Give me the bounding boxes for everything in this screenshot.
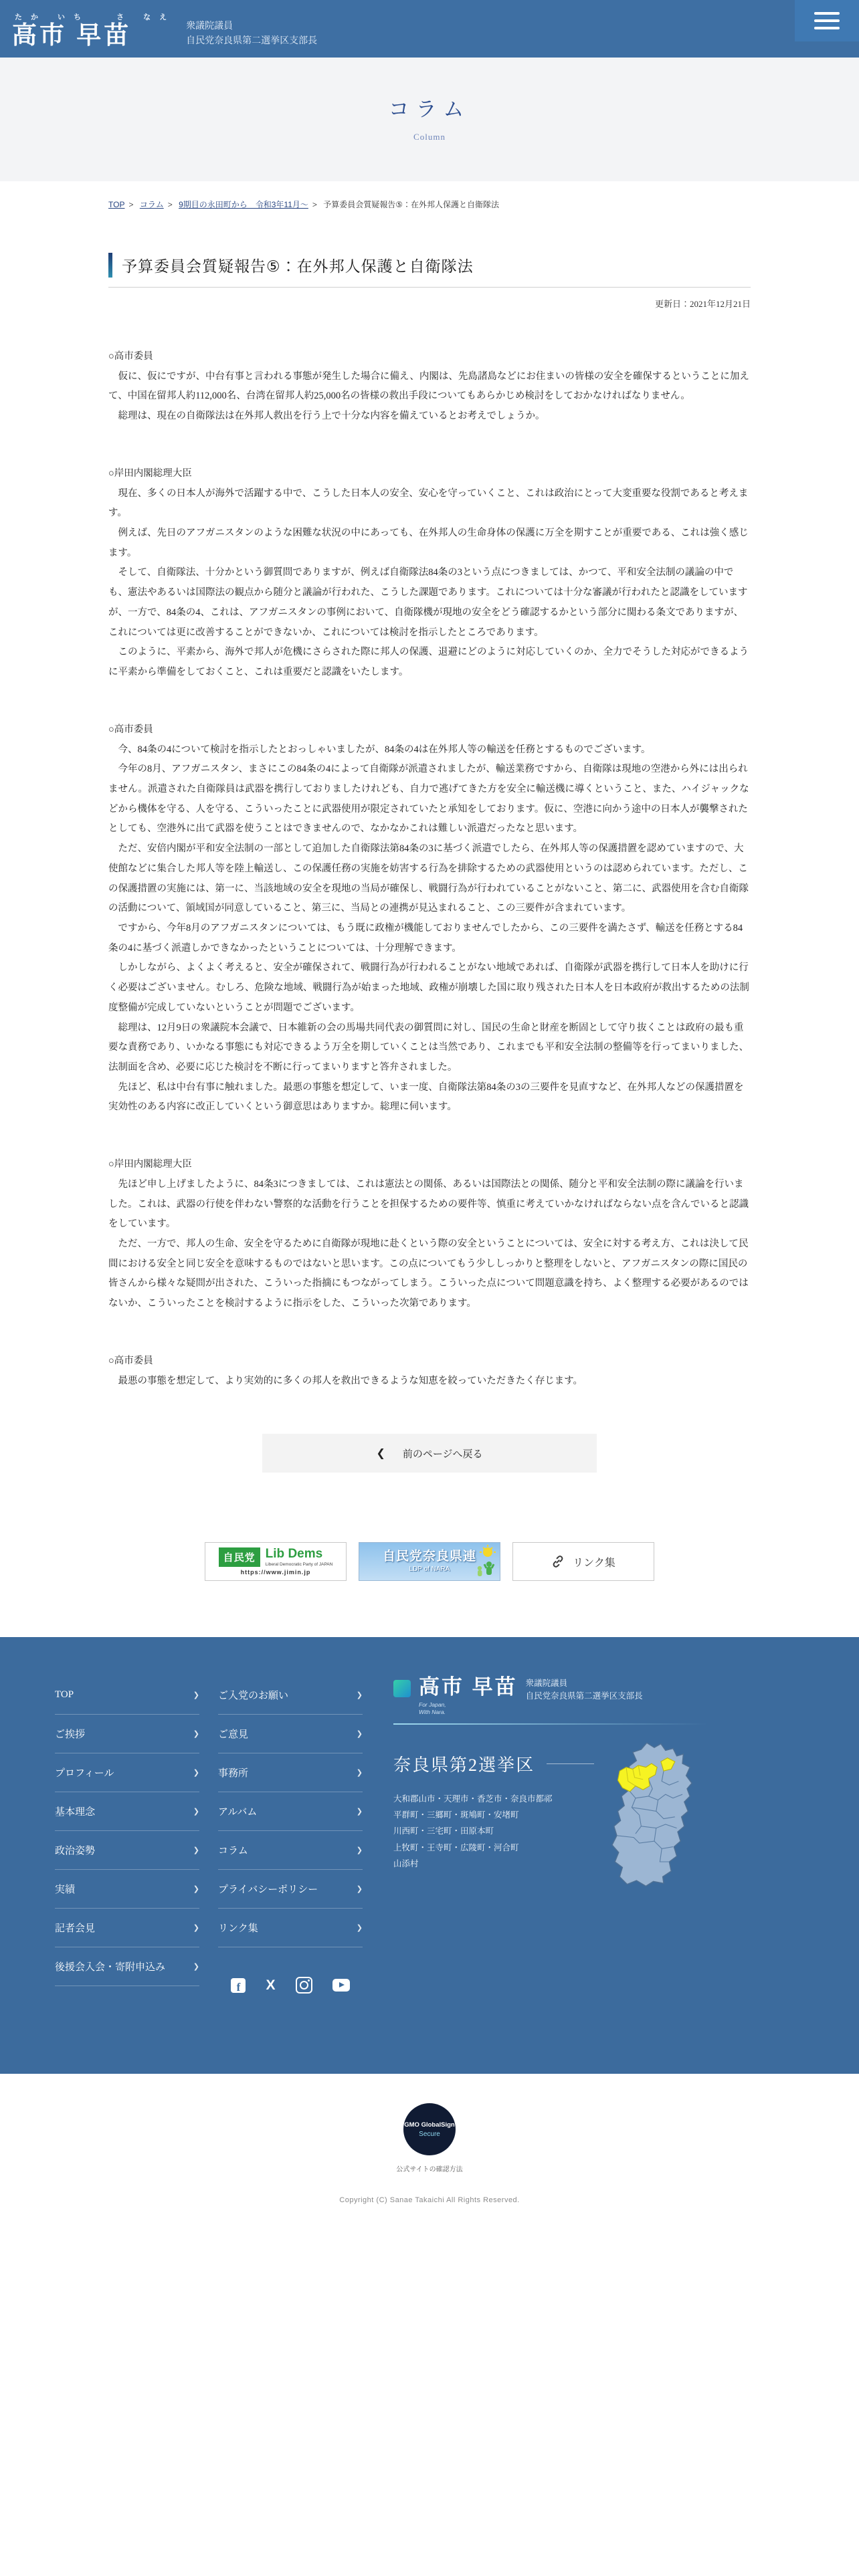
footer-nav-item[interactable]: 基本理念 ❯ [55, 1792, 199, 1831]
speech-paragraphs [108, 1175, 751, 1314]
footer-nav-item[interactable]: コラム ❯ [218, 1831, 363, 1870]
paragraph: 今、84条の4について検討を指示したとおっしゃいましたが、84条の4は在外邦人等の輸送を任務とするものでございます。 [118, 744, 651, 755]
footer-nav-item[interactable]: TOP ❯ [55, 1676, 199, 1715]
district-divider [547, 1763, 594, 1764]
breadcrumb-separator: > [128, 200, 134, 209]
paragraph: 先ほど、私は中台有事に触れました。最悪の事態を想定して、いま一度、自衛隊法第84条の3の三要件を見直すなど、在外邦人などの保護措置を実効性のある内容に改正していくという御意思はありますか。総理に伺います。 [108, 1081, 744, 1113]
footer-nav [55, 1676, 363, 1994]
header-role-1: 衆議院議員 [186, 20, 233, 31]
speech-section [108, 1352, 751, 1391]
breadcrumb-item [179, 200, 321, 209]
footer-nav-item[interactable]: リンク集 ❯ [218, 1909, 363, 1947]
breadcrumb-separator: > [167, 200, 173, 209]
youtube-icon[interactable] [332, 1979, 350, 1992]
footer-nav-column-1 [55, 1676, 199, 1994]
paragraph: 最悪の事態を想定して、より実効的に多くの邦人を救出できるような知恵を絞っていただきたく存じます。 [118, 1375, 583, 1386]
header-role-2: 自民党奈良県第二選挙区支部長 [186, 35, 318, 45]
article-title: 予算委員会質疑報告⑤：在外邦人保護と自衛隊法 [122, 257, 474, 275]
speaker-label: ○高市委員 [108, 724, 153, 735]
paragraph: ただ、一方で、邦人の生命、安全を守るために自衛隊が現地に赴くという際の安全ということについては、安全に対する考え方、これは決して民間における安全と同じ安全を意味するものではないと思います。この点についてもう少ししっかりと整理をしないと、アフガニスタンの際に国民の皆さんから様々な疑問が出された、こういった指摘にもつながってしまう。こういった点について問題意識を持ち、よく整理する必要があるのではないか、こういったことを検討するように指示をした、こういった次第であります。 [108, 1239, 749, 1309]
site-header [0, 0, 859, 58]
speech-section [108, 1155, 751, 1314]
facebook-icon[interactable]: f [231, 1978, 246, 1993]
footer-logo-name: 高市 早苗 [419, 1675, 518, 1699]
speaker-label: ○岸田内閣総理大臣 [108, 467, 192, 479]
breadcrumb-link[interactable]: コラム [139, 200, 164, 209]
article-body [108, 347, 751, 1391]
speech-paragraphs [108, 740, 751, 1118]
ldp-nara-name: 自民党奈良県連 [382, 1549, 476, 1564]
footer-logo-titles [526, 1677, 643, 1703]
footer-logo-divider [393, 1723, 708, 1725]
footer-nav-item[interactable]: ご意見 ❯ [218, 1715, 363, 1753]
footer-nav-item[interactable]: ご挨拶 ❯ [55, 1715, 199, 1753]
footer-nav-item[interactable]: 事務所 ❯ [218, 1753, 363, 1792]
ldp-nara-banner[interactable] [359, 1542, 500, 1581]
page-subtitle: Column [413, 132, 446, 142]
page-head [0, 58, 859, 181]
ldp-nara-sub: LDP of NARA [409, 1566, 450, 1574]
paragraph: 総理は、現在の自衛隊法は在外邦人救出を行う上で十分な内容を備えているとお考えでしょうか。 [118, 411, 545, 422]
paragraph: このように、平素から、海外で邦人が危機にさらされた際に邦人の保護、退避にどのように対応していくのか、全力でそうした対応ができるように平素から準備をしておくこと、これは重要だと認識をいたします。 [108, 647, 749, 678]
globalsign-secure-seal[interactable] [403, 2103, 456, 2155]
district-line-item: 上牧町・王寺町・広陵町・河合町 [393, 1842, 519, 1852]
breadcrumb-link[interactable]: 9期目の永田町から 令和3年11月～ [179, 200, 308, 209]
breadcrumb-link[interactable]: TOP [108, 200, 125, 209]
footer-role-2: 自民党奈良県第二選挙区支部長 [525, 1691, 643, 1701]
hamburger-icon [814, 12, 840, 15]
district-title: 奈良県第2選挙区 [393, 1755, 535, 1775]
breadcrumb-item [108, 200, 137, 209]
footer-nav-item[interactable]: 実績 ❯ [55, 1870, 199, 1909]
bottom-section [0, 2074, 859, 2264]
speaker-label: ○高市委員 [108, 1355, 153, 1366]
paragraph: 現在、多くの日本人が海外で活躍する中で、こうした日本人の安全、安心を守っていくこと、これは政治にとって大変重要な役割であると考えます。 [108, 488, 749, 519]
breadcrumb-item [323, 200, 499, 209]
paragraph: しかしながら、よくよく考えると、安全が確保されて、戦闘行為が行われることがない地域であれば、自衛隊が武器を携行して日本人を助けに行く必要はございません。むしろ、危険な地域、戦闘行為が始まった地域、政権が崩壊した国に取り残された日本人を日本政府が救出するための法制度整備が完成していないということが問題でございます。 [108, 962, 749, 1013]
district-line-item: 平群町・三郷町・斑鳩町・安堵町 [393, 1810, 519, 1820]
site-logo[interactable] [12, 10, 175, 47]
speech-section [108, 720, 751, 1117]
footer-nav-item[interactable]: プロフィール ❯ [55, 1753, 199, 1792]
chevron-left-icon: ❮ [376, 1448, 385, 1460]
header-titles [186, 19, 317, 47]
paragraph: 仮に、仮にですが、中台有事と言われる事態が発生した場合に備え、内閣は、先島諸島などにお住まいの皆様の安全を確保するということに加えて、中国在留邦人約112,000名、台湾在留邦人約25,000名の皆様の救出手段についてもあらかじめ検討をしておかなければなりません。 [108, 370, 749, 402]
speech-paragraphs [108, 1372, 751, 1392]
ldp-banner[interactable] [205, 1542, 347, 1581]
footer-banners [0, 1542, 859, 1581]
speech-section [108, 347, 751, 427]
x-twitter-icon[interactable]: X [266, 1977, 276, 1993]
speaker-label: ○岸田内閣総理大臣 [108, 1159, 192, 1170]
breadcrumb-item [140, 200, 177, 209]
speech-section [108, 464, 751, 683]
paragraph: ですから、今年8月のアフガニスタンについては、もう既に政権が機能しておりませんでしたから、この三要件を満たさず、輸送を任務とする84条の4に基づく派遣しかできなかったということについては、十分理解できます。 [108, 922, 743, 954]
footer-nav-item[interactable]: ご入党のお願い ❯ [218, 1676, 363, 1715]
footer-profile [393, 1676, 708, 1994]
footer-nav-item[interactable]: プライバシーポリシー ❯ [218, 1870, 363, 1909]
nara-prefecture-map [607, 1740, 701, 1890]
footer-logo-icon [393, 1680, 411, 1697]
seal-secure-label: Secure [419, 2130, 440, 2138]
paragraph: そして、自衛隊法、十分かという御質問でありますが、例えば自衛隊法84条の3という点につきましては、かつて、平和安全法制の議論の中でも、憲法やあるいは国際法の観点から随分と議論が行われた、こうした課題であります。これについては十分な審議が行われたと認識をしていますが、一方で、84条の4、これは、アフガニスタンの事例において、自衛隊機が現地の安全をどう確認するかという部分に関わる条文でありますが、これについては更に改善することができないか、これについては検討を指示したところであります。 [108, 567, 748, 638]
page-title: コラム [388, 98, 471, 121]
ldp-url: https://www.jimin.jp [240, 1569, 311, 1576]
breadcrumb-link[interactable]: 予算委員会質疑報告⑤：在外邦人保護と自衛隊法 [323, 200, 499, 209]
site-footer [0, 1637, 859, 2074]
breadcrumb-separator: > [312, 200, 317, 209]
links-banner[interactable] [512, 1542, 654, 1581]
footer-nav-item[interactable]: 記者会見 ❯ [55, 1909, 199, 1947]
links-banner-label: リンク集 [573, 1557, 615, 1569]
speech-paragraphs [108, 484, 751, 683]
site-name: 高市 早苗 [12, 21, 132, 49]
sun-and-people-illustration [462, 1544, 497, 1579]
seal-caption: 公式サイトの確認方法 [396, 2166, 463, 2174]
article-title-block [108, 251, 751, 288]
copyright: Copyright (C) Sanae Takaichi All Rights Reserved. [339, 2196, 520, 2205]
speech-paragraphs [108, 367, 751, 427]
breadcrumb [108, 199, 751, 210]
paragraph: 例えば、先日のアフガニスタンのような困難な状況の中にあっても、在外邦人の生命身体の保護に万全を期すことが重要である、これは強く感じます。 [108, 528, 749, 558]
social-icons [218, 1977, 363, 1994]
back-to-previous-button[interactable] [262, 1434, 597, 1473]
link-icon [551, 1555, 565, 1568]
updated-date: 更新日：2021年12月21日 [654, 299, 751, 309]
back-button-label: 前のページへ戻る [402, 1448, 483, 1460]
district-municipalities [393, 1791, 594, 1872]
hamburger-menu-button[interactable] [795, 0, 859, 41]
article [108, 251, 751, 1473]
district-line-item: 大和郡山市・天理市・香芝市・奈良市都祁 [393, 1794, 553, 1804]
name-furigana: たか いち さ なえ [15, 13, 176, 21]
paragraph: 総理は、12月9日の衆議院本会議で、日本維新の会の馬場共同代表の御質問に対し、国民の生命と財産を断固として守り抜くことは政府の最も重要な責務であり、いかなる事態にも対応できるよう万全を期していくことは当然であり、これまでも平和安全法制の整備等を行ってまいりました、法制面を含め、必要に応じた検討を不断に行ってまいりますと答弁されました。 [108, 1022, 749, 1073]
instagram-icon[interactable] [296, 1977, 312, 1994]
footer-nav-item[interactable]: 政治姿勢 ❯ [55, 1831, 199, 1870]
footer-nav-item[interactable]: 後援会入会・寄附申込み ❯ [55, 1947, 199, 1986]
district-line-item: 山添村 [393, 1859, 419, 1869]
footer-nav-column-2 [218, 1676, 363, 1947]
district-line-item: 川西町・三宅町・田原本町 [393, 1826, 494, 1836]
ldp-logo-sub: Liberal Democratic Party of JAPAN [265, 1562, 333, 1568]
speaker-label: ○高市委員 [108, 351, 153, 362]
paragraph: ただ、安倍内閣が平和安全法制の一部として追加した自衛隊法第84条の3に基づく派遣でしたら、在外邦人等の保護措置を認めていますので、大使館などに集合した邦人等を陸上輸送し、この保護任務の実施を妨害する行為を排除するための武器使用というのは認められています。ただし、この保護措置の実施には、第一に、当該地域の安全を現地の当局が確保し、戦闘行為が行われていることがないこと、第二に、武器使用を含む自衛隊の活動について、領域国が同意していること、第三に、当局との連携が見込まれること、この三要件が含まれています。 [108, 843, 749, 914]
paragraph: 先ほど申し上げましたように、84条3につきましては、これは憲法との関係、あるいは国際法との関係、随分と平和安全法制の際に議論を行いました。これは、武器の行使を伴わない警察的な活動を行うことを担保するための要件等、慎重に考えていかなければならない点を含んでいると認識をしています。 [108, 1178, 749, 1230]
ldp-logo-mark: 自民党 [219, 1547, 260, 1567]
paragraph: 今年の8月、アフガニスタン、まさにこの84条の4によって自衛隊が派遣されましたが、輸送業務ですから、自衛隊は現地の空港から外には出られません。派遣された自衛隊員は武器を携行しておりましたけれども、自力で逃げてきた方を安全に輸送機に導くということ、また、ハイジャックなどから機体を守る、人を守る、こういったことに武器使用が限定されていたと承知をしております。仮に、空港に向かう途中の日本人が襲撃されたとしても、空港外に出て武器を使うことはできませんので、なかなかこれは難しい派遣だったなと思います。 [108, 764, 749, 835]
ldp-logo-name: Lib Dems [265, 1547, 323, 1562]
footer-tagline: For Japan, With Nara. [419, 1701, 446, 1716]
footer-role-1: 衆議院議員 [525, 1679, 568, 1689]
footer-nav-item[interactable]: アルバム ❯ [218, 1792, 363, 1831]
seal-brand: GMO GlobalSign [404, 2121, 455, 2129]
